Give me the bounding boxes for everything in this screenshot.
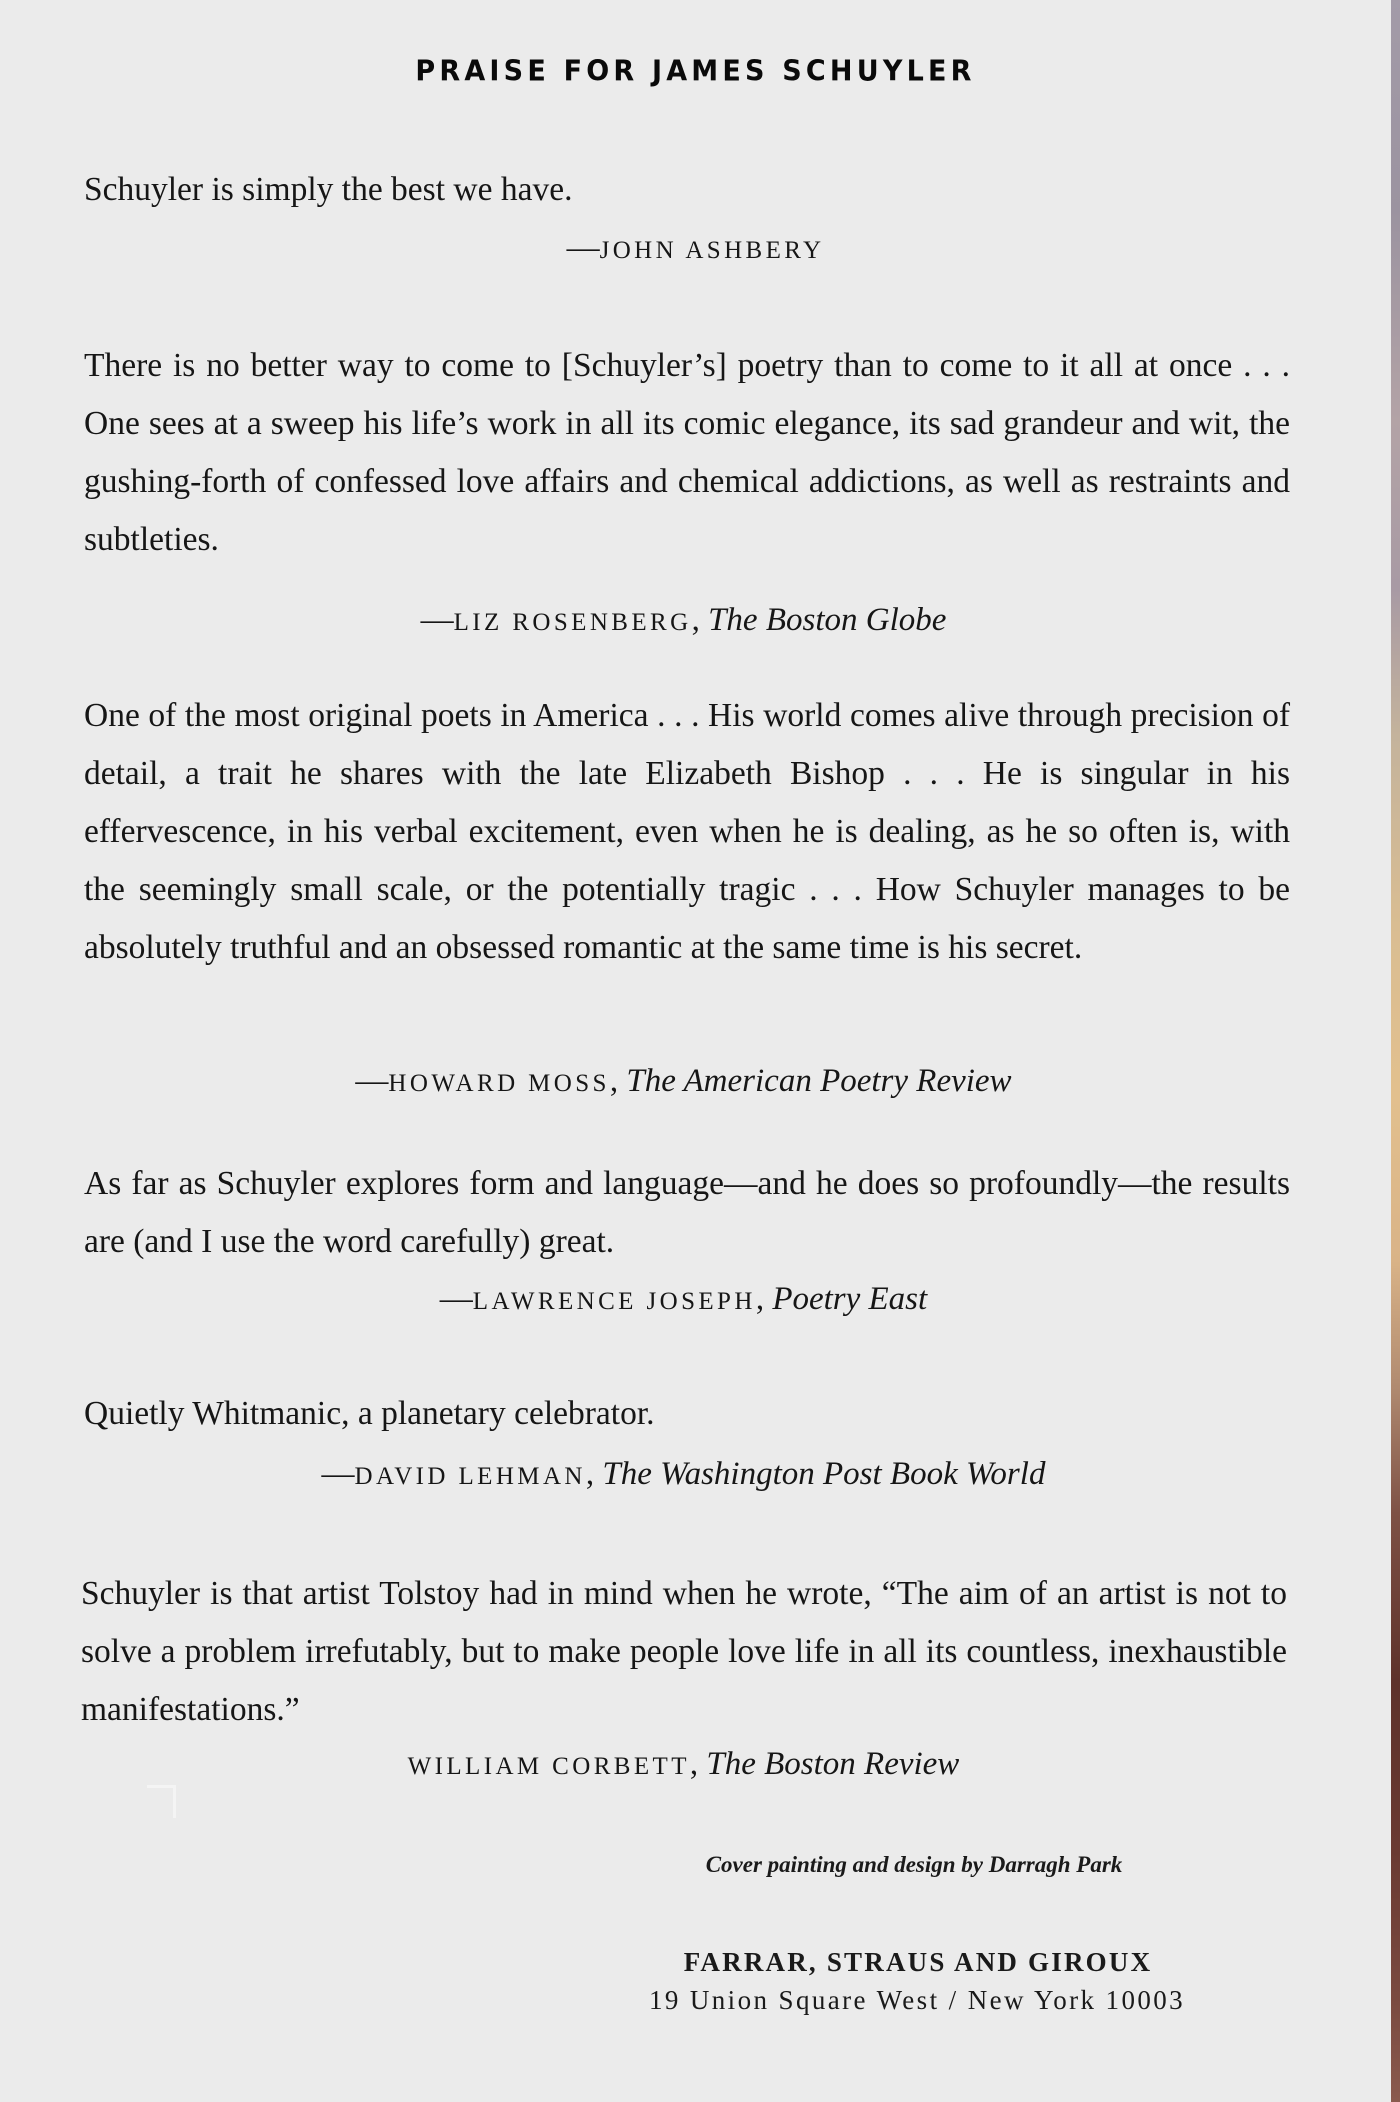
cover-credit: Cover painting and design by Darragh Park [705,1852,1123,1877]
quote-attribution [0,1061,1379,1104]
quote-attribution [0,1279,1379,1322]
em-dash: — [355,1063,389,1099]
quote-text: Schuyler is simply the best we have. [84,171,573,208]
attribution-publication: The Boston Globe [708,602,947,638]
quote-attribution [0,1744,1379,1787]
em-dash: — [566,230,600,266]
attribution-publication: The Boston Review [706,1746,960,1782]
em-dash: — [321,1456,355,1492]
attribution-author: LIZ ROSENBERG [453,609,692,636]
quote-attribution [0,1454,1379,1497]
crop-mark [147,1785,176,1818]
page-heading: PRAISE FOR JAMES SCHUYLER [415,55,976,88]
attribution-publication: The Washington Post Book World [602,1456,1046,1492]
quote-text: There is no better way to come to [Schuyler’s] poetry than to come to it all at once . . . One sees at a sweep his life’s work in all its comic elegance, its sad grandeur and wit, the gushing-forth of confessed love affairs and chemical addictions, as well as restraints and subtleties. [84,347,1290,558]
quote-text: As far as Schuyler explores form and language—and he does so profoundly—the results are (and I use the word carefully) great. [84,1165,1290,1260]
attribution-author: LAWRENCE JOSEPH [472,1288,756,1315]
quote-text: One of the most original poets in America . . . His world comes alive through precision of detail, a trait he shares with the late Elizabeth Bishop . . . He is singular in his effervescence, in his verbal excitement, even when he is dealing, as he so often is, with the seemingly small scale, or the potentially tragic . . . How Schuyler manages to be absolutely truthful and an obsessed romantic at the same time is his secret. [84,697,1290,966]
attribution-author: JOHN ASHBERY [599,237,825,264]
attribution-separator: , [609,1063,627,1099]
attribution-separator: , [691,602,709,638]
attribution-publication: The American Poetry Review [626,1063,1012,1099]
quote-text: Schuyler is that artist Tolstoy had in mind when he wrote, “The aim of an artist is not to solve a problem irrefutably, but to make people love life in all its countless, inexhaustible manifestations.” [81,1575,1287,1728]
quote-attribution [0,228,1391,271]
attribution-author: WILLIAM CORBETT [407,1753,690,1780]
publisher-name: FARRAR, STRAUS AND GIROUX [683,1947,1153,1977]
quote-text: Quietly Whitmanic, a planetary celebrator. [84,1395,655,1432]
attribution-separator: , [585,1456,603,1492]
attribution-author: HOWARD MOSS [388,1070,610,1097]
attribution-publication: Poetry East [772,1281,928,1317]
em-dash: — [439,1281,473,1317]
attribution-author: DAVID LEHMAN [354,1463,586,1490]
em-dash: — [420,602,454,638]
quote-attribution [0,600,1379,643]
cover-spine-edge [1391,0,1400,2102]
attribution-separator: , [755,1281,773,1317]
attribution-separator: , [689,1746,707,1782]
publisher-address: 19 Union Square West / New York 10003 [648,1985,1186,2015]
